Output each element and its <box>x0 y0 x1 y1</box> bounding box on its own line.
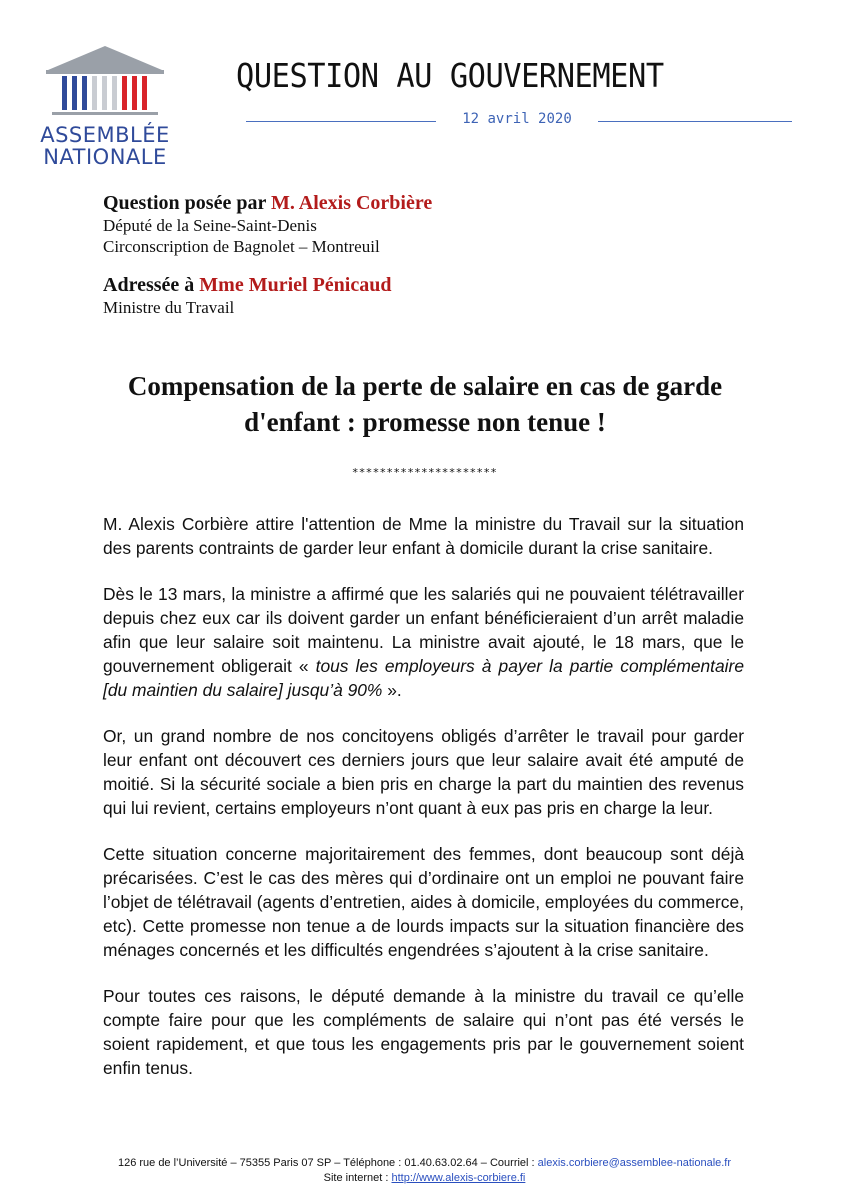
logo-text-line1: ASSEMBLÉE <box>40 123 170 147</box>
body-paragraph-4: Cette situation concerne majoritairement des femmes, dont beaucoup sont déjà précarisées. C’est le cas des mères qui d’ordinaire ont un emploi ne pouvant faire l’objet de télétravail (agents d’entretien, aides à domicile, employées du commerce, etc). Cette promesse non tenue a de lourds impacts sur la situation financière des ménages concernés et les difficultés engendrées s’ajoutent à la crise sanitaire. <box>103 844 744 960</box>
paragraph-2-text-b: ». <box>382 680 402 700</box>
question-body <box>103 512 744 1080</box>
author-role: Député de la Seine-Saint-Denis <box>103 216 317 235</box>
body-paragraph-2 <box>103 582 744 702</box>
page-footer <box>0 1156 849 1186</box>
footer-contact-line <box>0 1156 849 1171</box>
body-paragraph-1: M. Alexis Corbière attire l'attention de Mme la ministre du Travail sur la situation des parents contraints de garder leur enfant à domicile durant la crise sanitaire. <box>103 514 744 558</box>
question-heading <box>103 191 432 215</box>
title-rule-left <box>246 121 436 122</box>
question-label: Question posée par <box>103 192 271 214</box>
question-subject <box>70 368 780 440</box>
separator: ********************* <box>351 466 498 479</box>
assemblee-nationale-logo <box>34 40 176 168</box>
title-rule-right <box>598 121 792 122</box>
document-title: QUESTION AU GOUVERNEMENT <box>236 56 664 95</box>
subject-line-1: Compensation de la perte de salaire en cas de garde <box>127 371 723 401</box>
hemicycle-building-icon <box>34 40 176 124</box>
author-name: M. Alexis Corbière <box>270 192 433 214</box>
footer-site-line <box>0 1171 849 1186</box>
addressee-label: Adressée à <box>103 274 200 296</box>
addressee-name: Mme Muriel Pénicaud <box>199 274 392 296</box>
paragraph-2-quote: tous les employeurs à payer la partie complémentaire [du maintien du salaire] jusqu’à 90% <box>103 656 745 700</box>
footer-site-label: Site internet : <box>323 1172 392 1184</box>
logo-text-line2: NATIONALE <box>43 145 167 169</box>
addressee-heading <box>103 273 391 297</box>
body-paragraph-3: Or, un grand nombre de nos concitoyens obligés d’arrêter le travail pour garder leur enfant ont découvert ces derniers jours que leur salaire avait été amputé de moitié. Si la sécurité sociale a bien pris en charge la part du maintien des revenus qui lui revient, certains employeurs n’ont quant à eux pas pris en charge la leur. <box>103 726 744 818</box>
author-circonscription: Circonscription de Bagnolet – Montreuil <box>103 237 380 256</box>
addressee-block <box>103 273 391 318</box>
question-author-block <box>103 191 432 257</box>
subject-line-2: d'enfant : promesse non tenue ! <box>244 407 606 437</box>
footer-email-link[interactable]: alexis.corbiere@assemblee-nationale.fr <box>537 1157 732 1169</box>
document-date: 12 avril 2020 <box>462 111 572 127</box>
footer-website-link[interactable]: http://www.alexis-corbiere.fi <box>391 1172 526 1184</box>
addressee-role: Ministre du Travail <box>103 298 235 317</box>
body-paragraph-5: Pour toutes ces raisons, le député demande à la ministre du travail ce qu’elle compte faire pour que les compléments de salaire qui n’ont pas été versés le soient rapidement, et que tous les engagements pris par le gouvernement soient enfin tenus. <box>103 986 744 1078</box>
footer-address: 126 rue de l’Université – 75355 Paris 07 SP – Téléphone : 01.40.63.02.64 – Courriel : <box>117 1157 538 1169</box>
paragraph-2-text-a: Dès le 13 mars, la ministre a affirmé que les salariés qui ne pouvaient télétravailler depuis chez eux car ils doivent garder un enfant bénéficieraient d’un arrêt maladie afin que leur salaire soit maintenu. La ministre avait ajouté, le 18 mars, que le gouvernement obligerait « <box>103 584 744 676</box>
